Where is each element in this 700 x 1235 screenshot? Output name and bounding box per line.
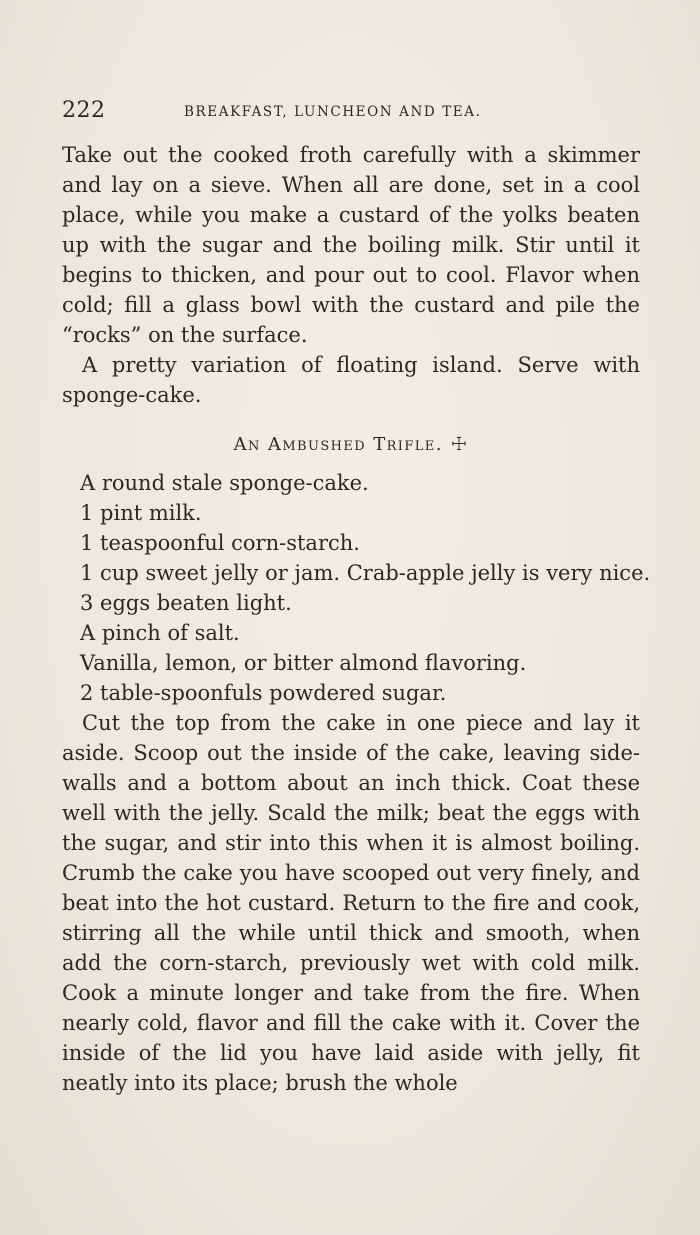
cross-fleuron-icon: ☩ bbox=[450, 434, 469, 455]
page-number: 222 bbox=[62, 98, 106, 123]
ingredient-item: 2 table-spoonfuls powdered sugar. bbox=[80, 681, 447, 705]
ingredient-item: Vanilla, lemon, or bitter almond flavoring. bbox=[80, 651, 527, 675]
serving-note: A pretty variation of floating island. Serve with sponge-cake. bbox=[62, 353, 640, 407]
continuation-paragraph: Take out the cooked froth carefully with a skimmer and lay on a sieve. When all are done, set in a cool place, while you make a custard of the yolks beaten up with the sugar and the boiling milk. Stir until it begins to thicken, and pour out to cool. Flavor when cold; fill a glass bowl with the custard and pile the “rocks” on the surface. bbox=[62, 143, 640, 347]
page-body bbox=[62, 140, 651, 1098]
ingredient-item: 1 pint milk. bbox=[80, 501, 202, 525]
page-header bbox=[62, 98, 642, 128]
ingredient-item: 3 eggs beaten light. bbox=[80, 591, 292, 615]
ingredient-item: A round stale sponge-cake. bbox=[80, 471, 369, 495]
ingredient-list bbox=[62, 468, 651, 708]
recipe-title bbox=[62, 430, 640, 460]
running-head: BREAKFAST, LUNCHEON AND TEA. bbox=[184, 104, 482, 120]
ingredient-item: 1 cup sweet jelly or jam. Crab-apple jelly is very nice. bbox=[80, 561, 651, 585]
recipe-method: Cut the top from the cake in one piece and lay it aside. Scoop out the inside of the cake, leaving side-walls and a bottom about an inch thick. Coat these well with the jelly. Scald the milk; beat the eggs with the sugar, and stir into this when it is almost boiling. Crumb the cake you have scooped out very finely, and beat into the hot custard. Return to the fire and cook, stirring all the while until thick and smooth, when add the corn-starch, previously wet with cold milk. Cook a minute longer and take from the fire. When nearly cold, flavor and fill the cake with it. Cover the inside of the lid you have laid aside with jelly, fit neatly into its place; brush the whole bbox=[62, 711, 640, 1095]
ingredient-item: 1 teaspoonful corn-starch. bbox=[80, 531, 360, 555]
recipe-title-text: An Ambushed Trifle. bbox=[233, 434, 443, 455]
ingredient-item: A pinch of salt. bbox=[80, 621, 240, 645]
